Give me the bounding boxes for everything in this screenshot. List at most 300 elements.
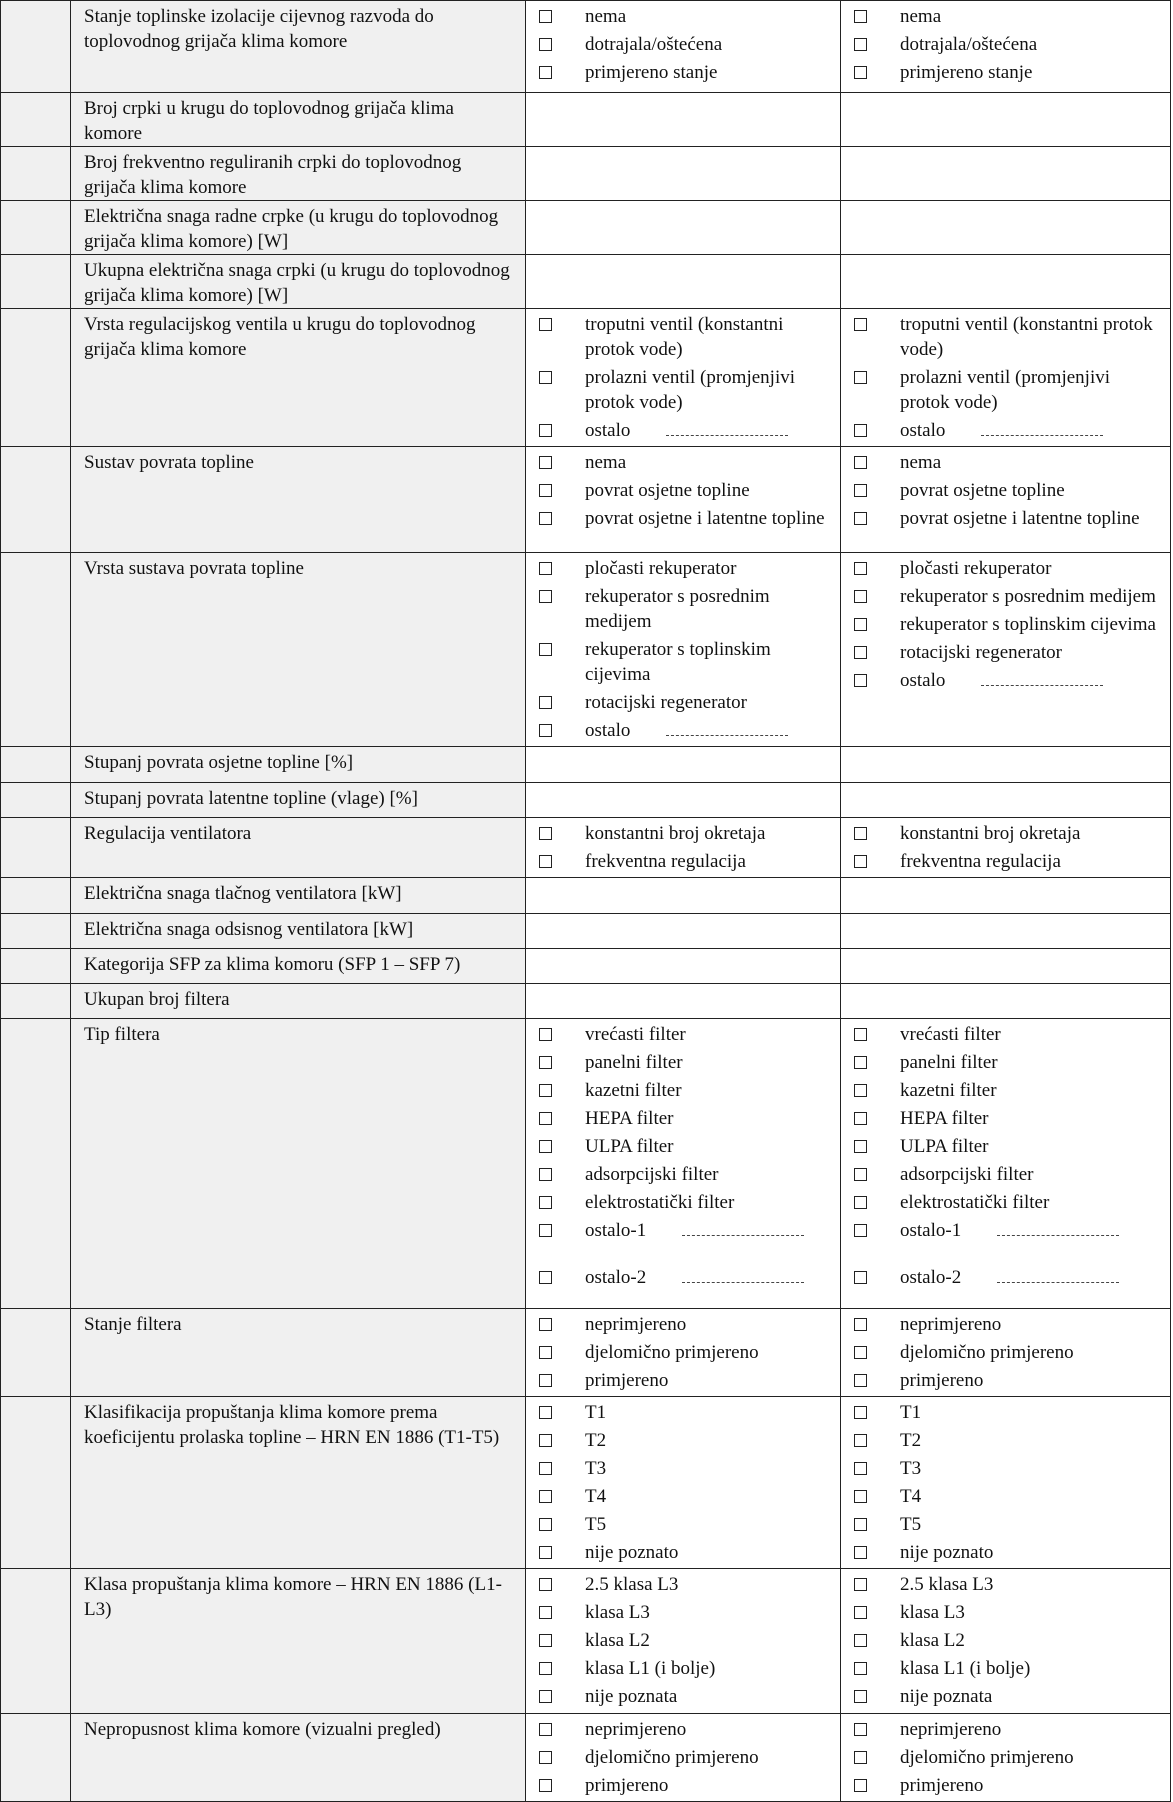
option-frekventna-regulacija[interactable] xyxy=(854,849,1162,874)
option-adsorpcijski-filter[interactable] xyxy=(539,1162,832,1187)
checkbox[interactable] xyxy=(854,456,867,469)
checkbox[interactable] xyxy=(539,1723,552,1736)
option-djelomicno-primjereno[interactable] xyxy=(854,1745,1162,1770)
checkbox[interactable] xyxy=(539,1462,552,1475)
option-povrat-osjetne-topline[interactable] xyxy=(854,478,1162,503)
value-cell-second[interactable] xyxy=(841,949,1171,984)
option-klasa-l1-i-bolje[interactable] xyxy=(539,1656,832,1681)
row-label: Stanje filtera xyxy=(71,1309,526,1397)
option-primjereno[interactable] xyxy=(539,1773,832,1798)
value-cell-second[interactable] xyxy=(841,255,1171,309)
option-text xyxy=(585,1340,832,1365)
checkbox[interactable] xyxy=(539,484,552,497)
checkbox[interactable] xyxy=(854,1374,867,1387)
checkbox[interactable] xyxy=(854,827,867,840)
option-nema[interactable] xyxy=(854,450,1162,475)
checkbox[interactable] xyxy=(539,1346,552,1359)
option-nema[interactable] xyxy=(539,4,832,29)
form-row xyxy=(1,949,1171,984)
option-text xyxy=(900,668,1162,693)
option-nije-poznata[interactable] xyxy=(854,1684,1162,1709)
checkbox[interactable] xyxy=(854,1578,867,1591)
checkbox[interactable] xyxy=(539,456,552,469)
checkbox[interactable] xyxy=(539,827,552,840)
option-text xyxy=(900,1600,1162,1625)
row-margin-cell xyxy=(1,447,71,553)
option-rekuperator-s-toplinskim-cijevima[interactable] xyxy=(539,637,832,687)
row-label: Električna snaga radne crpke (u krugu do toplovodnog grijača klima komore) [W] xyxy=(71,201,526,255)
row-label: Stupanj povrata latentne topline (vlage) [%] xyxy=(71,783,526,818)
option-djelomicno-primjereno[interactable] xyxy=(539,1340,832,1365)
checkbox[interactable] xyxy=(854,1690,867,1703)
checkbox[interactable] xyxy=(539,10,552,23)
checkbox[interactable] xyxy=(539,643,552,656)
checkbox[interactable] xyxy=(854,371,867,384)
option-label: povrat osjetne i latentne topline xyxy=(900,508,1140,529)
option-dotrajala-ostecena[interactable] xyxy=(539,32,832,57)
option-label: primjereno stanje xyxy=(900,62,1033,83)
form-row xyxy=(1,818,1171,878)
row-label: Stanje toplinske izolacije cijevnog razvoda do toplovodnog grijača klima komore xyxy=(71,1,526,93)
option-text xyxy=(585,60,832,85)
checkbox[interactable] xyxy=(854,562,867,575)
option-neprimjereno[interactable] xyxy=(854,1312,1162,1337)
option-klasa-l3[interactable] xyxy=(854,1600,1162,1625)
option-nije-poznata[interactable] xyxy=(539,1684,832,1709)
checkbox[interactable] xyxy=(539,1056,552,1069)
checkbox[interactable] xyxy=(539,1518,552,1531)
row-margin-cell xyxy=(1,255,71,309)
option-label: nije poznata xyxy=(585,1686,678,1707)
option-panelni-filter[interactable] xyxy=(854,1050,1162,1075)
checkbox[interactable] xyxy=(539,318,552,331)
checkbox[interactable] xyxy=(854,1634,867,1647)
option-label: HEPA filter xyxy=(900,1108,989,1129)
row-label: Sustav povrata topline xyxy=(71,447,526,553)
option-text xyxy=(900,1078,1162,1103)
checkbox[interactable] xyxy=(539,1546,552,1559)
option-t4[interactable] xyxy=(854,1484,1162,1509)
checkbox[interactable] xyxy=(854,1723,867,1736)
option-ostalo-2[interactable] xyxy=(854,1265,1162,1290)
checkbox[interactable] xyxy=(539,724,552,737)
value-cell-second[interactable] xyxy=(841,147,1171,201)
option-2-5-klasa-l3[interactable] xyxy=(854,1572,1162,1597)
checkbox[interactable] xyxy=(854,318,867,331)
row-label: Klasifikacija propuštanja klima komore prema koeficijentu prolaska topline – HRN EN 1886 (T1-T5) xyxy=(71,1397,526,1569)
option-text xyxy=(585,1484,832,1509)
checkbox[interactable] xyxy=(854,1084,867,1097)
option-text xyxy=(900,1484,1162,1509)
option-text xyxy=(900,506,1162,531)
checkbox[interactable] xyxy=(854,1112,867,1125)
option-text xyxy=(585,506,832,531)
checkbox[interactable] xyxy=(854,1028,867,1041)
option-primjereno[interactable] xyxy=(539,1368,832,1393)
checkbox[interactable] xyxy=(539,512,552,525)
option-primjereno-stanje[interactable] xyxy=(854,60,1162,85)
option-label: dotrajala/oštećena xyxy=(585,34,723,55)
value-cell-first[interactable] xyxy=(526,255,841,309)
option-label: primjereno xyxy=(900,1370,984,1391)
row-label: Vrsta sustava povrata topline xyxy=(71,553,526,747)
option-text xyxy=(585,478,832,503)
value-cell-first[interactable] xyxy=(526,93,841,147)
option-rekuperator-s-posrednim-medijem[interactable] xyxy=(854,584,1162,609)
option-troputni-ventil-konstantni-protok-vode[interactable] xyxy=(854,312,1162,362)
checkbox[interactable] xyxy=(854,1662,867,1675)
value-cell-first[interactable] xyxy=(526,984,841,1019)
value-cell-first[interactable] xyxy=(526,878,841,914)
value-cell-second xyxy=(841,1,1171,93)
checkbox[interactable] xyxy=(854,1779,867,1792)
option-text xyxy=(585,1540,832,1565)
option-rekuperator-s-posrednim-medijem[interactable] xyxy=(539,584,832,634)
option-frekventna-regulacija[interactable] xyxy=(539,849,832,874)
checkbox[interactable] xyxy=(539,1028,552,1041)
option-text xyxy=(900,612,1162,637)
value-cell-first[interactable] xyxy=(526,949,841,984)
checkbox[interactable] xyxy=(539,1318,552,1331)
option-label: klasa L3 xyxy=(585,1602,650,1623)
row-margin-cell xyxy=(1,818,71,878)
checkbox[interactable] xyxy=(539,590,552,603)
option-label: ostalo-1 xyxy=(585,1220,647,1241)
checkbox[interactable] xyxy=(539,1374,552,1387)
option-2-5-klasa-l3[interactable] xyxy=(539,1572,832,1597)
checkbox[interactable] xyxy=(854,618,867,631)
option-text xyxy=(900,312,1162,362)
option-djelomicno-primjereno[interactable] xyxy=(854,1340,1162,1365)
row-label: Vrsta regulacijskog ventila u krugu do toplovodnog grijača klima komore xyxy=(71,309,526,447)
form-row xyxy=(1,1309,1171,1397)
value-cell-first[interactable] xyxy=(526,914,841,949)
value-cell-second[interactable] xyxy=(841,201,1171,255)
option-ostalo-1[interactable] xyxy=(854,1218,1162,1243)
form-row xyxy=(1,1569,1171,1714)
option-label: frekventna regulacija xyxy=(900,851,1061,872)
checkbox[interactable] xyxy=(854,424,867,437)
checkbox[interactable] xyxy=(539,371,552,384)
checkbox[interactable] xyxy=(539,1690,552,1703)
option-text xyxy=(900,60,1162,85)
option-text xyxy=(585,1428,832,1453)
checkbox[interactable] xyxy=(539,1224,552,1237)
option-text xyxy=(900,1340,1162,1365)
option-label: rekuperator s toplinskim cijevima xyxy=(900,614,1156,635)
value-cell-second xyxy=(841,447,1171,553)
checkbox[interactable] xyxy=(854,1462,867,1475)
option-label: konstantni broj okretaja xyxy=(900,823,1081,844)
option-ostalo[interactable] xyxy=(854,668,1162,693)
option-ostalo[interactable] xyxy=(539,718,832,743)
checkbox[interactable] xyxy=(854,1490,867,1503)
option-kazetni-filter[interactable] xyxy=(539,1078,832,1103)
value-cell-second[interactable] xyxy=(841,783,1171,818)
option-klasa-l2[interactable] xyxy=(539,1628,832,1653)
option-kazetni-filter[interactable] xyxy=(854,1078,1162,1103)
row-label: Nepropusnost klima komore (vizualni pregled) xyxy=(71,1714,526,1802)
option-text xyxy=(900,478,1162,503)
option-text xyxy=(900,1428,1162,1453)
option-t3[interactable] xyxy=(854,1456,1162,1481)
value-cell-second xyxy=(841,553,1171,747)
option-text xyxy=(900,1050,1162,1075)
checkbox[interactable] xyxy=(539,1140,552,1153)
option-label: primjereno xyxy=(585,1370,669,1391)
option-text xyxy=(585,1773,832,1798)
option-primjereno[interactable] xyxy=(854,1773,1162,1798)
row-margin-cell xyxy=(1,1714,71,1802)
checkbox[interactable] xyxy=(854,1318,867,1331)
checkbox[interactable] xyxy=(539,1271,552,1284)
option-t1[interactable] xyxy=(854,1400,1162,1425)
checkbox[interactable] xyxy=(539,424,552,437)
checkbox[interactable] xyxy=(539,696,552,709)
option-label: primjereno xyxy=(585,1775,669,1796)
checkbox[interactable] xyxy=(539,66,552,79)
option-label: kazetni filter xyxy=(900,1080,997,1101)
checkbox[interactable] xyxy=(854,1606,867,1619)
option-vrecasti-filter[interactable] xyxy=(854,1022,1162,1047)
value-cell-first[interactable] xyxy=(526,783,841,818)
value-cell-second xyxy=(841,1019,1171,1309)
value-cell-first xyxy=(526,1397,841,1569)
write-in-field[interactable] xyxy=(682,1266,804,1283)
option-neprimjereno[interactable] xyxy=(854,1717,1162,1742)
value-cell-first xyxy=(526,1019,841,1309)
option-t2[interactable] xyxy=(539,1428,832,1453)
value-cell-second[interactable] xyxy=(841,93,1171,147)
option-ostalo[interactable] xyxy=(854,418,1162,443)
write-in-field[interactable] xyxy=(682,1219,804,1236)
option-neprimjereno[interactable] xyxy=(539,1717,832,1742)
checkbox[interactable] xyxy=(854,484,867,497)
value-cell-first[interactable] xyxy=(526,747,841,783)
form-row xyxy=(1,447,1171,553)
option-t5[interactable] xyxy=(854,1512,1162,1537)
option-adsorpcijski-filter[interactable] xyxy=(854,1162,1162,1187)
option-rekuperator-s-toplinskim-cijevima[interactable] xyxy=(854,612,1162,637)
option-label: nema xyxy=(900,6,942,27)
option-text xyxy=(900,1656,1162,1681)
checkbox[interactable] xyxy=(539,1168,552,1181)
checkbox[interactable] xyxy=(539,562,552,575)
option-troputni-ventil-konstantni-protok-vode[interactable] xyxy=(539,312,832,362)
checkbox[interactable] xyxy=(854,1056,867,1069)
option-text xyxy=(900,1400,1162,1425)
option-primjereno[interactable] xyxy=(854,1368,1162,1393)
checkbox[interactable] xyxy=(854,512,867,525)
option-prolazni-ventil-promjenjivi-protok-vode[interactable] xyxy=(539,365,832,415)
option-neprimjereno[interactable] xyxy=(539,1312,832,1337)
write-in-field[interactable] xyxy=(666,719,788,736)
value-cell-second[interactable] xyxy=(841,747,1171,783)
option-label: nije poznata xyxy=(900,1686,993,1707)
row-margin-cell xyxy=(1,1,71,93)
checkbox[interactable] xyxy=(854,38,867,51)
option-elektrostaticki-filter[interactable] xyxy=(854,1190,1162,1215)
option-label: T5 xyxy=(585,1514,607,1535)
checkbox[interactable] xyxy=(854,855,867,868)
checkbox[interactable] xyxy=(854,646,867,659)
option-vrecasti-filter[interactable] xyxy=(539,1022,832,1047)
option-primjereno-stanje[interactable] xyxy=(539,60,832,85)
option-ulpa-filter[interactable] xyxy=(539,1134,832,1159)
option-label: djelomično primjereno xyxy=(900,1747,1074,1768)
option-text xyxy=(585,1456,832,1481)
option-povrat-osjetne-i-latentne-topline[interactable] xyxy=(539,506,832,531)
value-cell-second[interactable] xyxy=(841,984,1171,1019)
option-label: rekuperator s toplinskim cijevima xyxy=(585,639,771,685)
option-label: ostalo xyxy=(900,420,946,441)
option-text xyxy=(585,1162,832,1187)
option-rotacijski-regenerator[interactable] xyxy=(539,690,832,715)
option-povrat-osjetne-i-latentne-topline[interactable] xyxy=(854,506,1162,531)
write-in-field[interactable] xyxy=(997,1266,1119,1283)
checkbox[interactable] xyxy=(854,590,867,603)
row-margin-cell xyxy=(1,1397,71,1569)
checkbox[interactable] xyxy=(539,1779,552,1792)
checkbox[interactable] xyxy=(854,1518,867,1531)
checkbox[interactable] xyxy=(854,1168,867,1181)
option-panelni-filter[interactable] xyxy=(539,1050,832,1075)
checkbox[interactable] xyxy=(539,1434,552,1447)
checkbox[interactable] xyxy=(539,1490,552,1503)
checkbox[interactable] xyxy=(539,1112,552,1125)
write-in-field[interactable] xyxy=(666,419,788,436)
option-text xyxy=(585,718,832,743)
row-margin-cell xyxy=(1,878,71,914)
checkbox[interactable] xyxy=(539,1084,552,1097)
option-elektrostaticki-filter[interactable] xyxy=(539,1190,832,1215)
checkbox[interactable] xyxy=(854,1434,867,1447)
option-t3[interactable] xyxy=(539,1456,832,1481)
option-t2[interactable] xyxy=(854,1428,1162,1453)
checkbox[interactable] xyxy=(854,1406,867,1419)
checkbox[interactable] xyxy=(539,1578,552,1591)
option-text xyxy=(900,1717,1162,1742)
option-label: HEPA filter xyxy=(585,1108,674,1129)
checkbox[interactable] xyxy=(539,38,552,51)
checkbox[interactable] xyxy=(539,855,552,868)
checkbox[interactable] xyxy=(854,1140,867,1153)
option-t5[interactable] xyxy=(539,1512,832,1537)
form-row xyxy=(1,147,1171,201)
checkbox[interactable] xyxy=(854,1751,867,1764)
option-klasa-l3[interactable] xyxy=(539,1600,832,1625)
option-label: rekuperator s posrednim medijem xyxy=(585,586,770,632)
checkbox[interactable] xyxy=(854,674,867,687)
checkbox[interactable] xyxy=(854,1224,867,1237)
option-konstantni-broj-okretaja[interactable] xyxy=(539,821,832,846)
option-rotacijski-regenerator[interactable] xyxy=(854,640,1162,665)
value-cell-second[interactable] xyxy=(841,914,1171,949)
option-label: klasa L2 xyxy=(900,1630,965,1651)
option-klasa-l2[interactable] xyxy=(854,1628,1162,1653)
checkbox[interactable] xyxy=(539,1196,552,1209)
option-ostalo-1[interactable] xyxy=(539,1218,832,1243)
checkbox[interactable] xyxy=(539,1634,552,1647)
option-ulpa-filter[interactable] xyxy=(854,1134,1162,1159)
write-in-field[interactable] xyxy=(997,1219,1119,1236)
option-text xyxy=(585,1628,832,1653)
option-text xyxy=(900,32,1162,57)
option-ostalo[interactable] xyxy=(539,418,832,443)
row-margin-cell xyxy=(1,93,71,147)
value-cell-first[interactable] xyxy=(526,147,841,201)
option-label: T2 xyxy=(585,1430,607,1451)
option-text xyxy=(900,1022,1162,1047)
row-label: Ukupan broj filtera xyxy=(71,984,526,1019)
option-label: djelomično primjereno xyxy=(900,1342,1074,1363)
option-konstantni-broj-okretaja[interactable] xyxy=(854,821,1162,846)
value-cell-second xyxy=(841,1569,1171,1714)
option-djelomicno-primjereno[interactable] xyxy=(539,1745,832,1770)
checkbox[interactable] xyxy=(854,1546,867,1559)
option-label: ostalo xyxy=(900,670,946,691)
option-text xyxy=(900,1773,1162,1798)
value-cell-second[interactable] xyxy=(841,878,1171,914)
row-label: Regulacija ventilatora xyxy=(71,818,526,878)
option-dotrajala-ostecena[interactable] xyxy=(854,32,1162,57)
option-label: neprimjereno xyxy=(900,1314,1002,1335)
option-label: T1 xyxy=(900,1402,922,1423)
checkbox[interactable] xyxy=(539,1406,552,1419)
option-povrat-osjetne-topline[interactable] xyxy=(539,478,832,503)
option-label: 2.5 klasa L3 xyxy=(585,1574,679,1595)
checkbox[interactable] xyxy=(854,1271,867,1284)
option-label: klasa L1 (i bolje) xyxy=(900,1658,1031,1679)
option-t1[interactable] xyxy=(539,1400,832,1425)
checkbox[interactable] xyxy=(854,1346,867,1359)
write-in-field[interactable] xyxy=(981,669,1103,686)
option-text xyxy=(585,4,832,29)
option-nije-poznato[interactable] xyxy=(539,1540,832,1565)
option-text xyxy=(900,1190,1162,1215)
option-hepa-filter[interactable] xyxy=(854,1106,1162,1131)
option-label: ostalo-2 xyxy=(900,1267,962,1288)
option-label: konstantni broj okretaja xyxy=(585,823,766,844)
checkbox[interactable] xyxy=(539,1662,552,1675)
row-label: Stupanj povrata osjetne topline [%] xyxy=(71,747,526,783)
option-klasa-l1-i-bolje[interactable] xyxy=(854,1656,1162,1681)
row-label: Broj frekventno reguliranih crpki do toplovodnog grijača klima komore xyxy=(71,147,526,201)
option-hepa-filter[interactable] xyxy=(539,1106,832,1131)
option-ostalo-2[interactable] xyxy=(539,1265,832,1290)
write-in-field[interactable] xyxy=(981,419,1103,436)
option-label: neprimjereno xyxy=(900,1719,1002,1740)
option-text xyxy=(585,1078,832,1103)
value-cell-second xyxy=(841,818,1171,878)
option-prolazni-ventil-promjenjivi-protok-vode[interactable] xyxy=(854,365,1162,415)
option-label: povrat osjetne topline xyxy=(585,480,750,501)
option-nije-poznato[interactable] xyxy=(854,1540,1162,1565)
checkbox[interactable] xyxy=(854,10,867,23)
checkbox[interactable] xyxy=(539,1606,552,1619)
option-plocasti-rekuperator[interactable] xyxy=(539,556,832,581)
checkbox[interactable] xyxy=(539,1751,552,1764)
option-t4[interactable] xyxy=(539,1484,832,1509)
checkbox[interactable] xyxy=(854,1196,867,1209)
option-text xyxy=(585,556,832,581)
option-nema[interactable] xyxy=(854,4,1162,29)
option-nema[interactable] xyxy=(539,450,832,475)
option-plocasti-rekuperator[interactable] xyxy=(854,556,1162,581)
checkbox[interactable] xyxy=(854,66,867,79)
row-label: Električna snaga tlačnog ventilatora [kW] xyxy=(71,878,526,914)
value-cell-first[interactable] xyxy=(526,201,841,255)
